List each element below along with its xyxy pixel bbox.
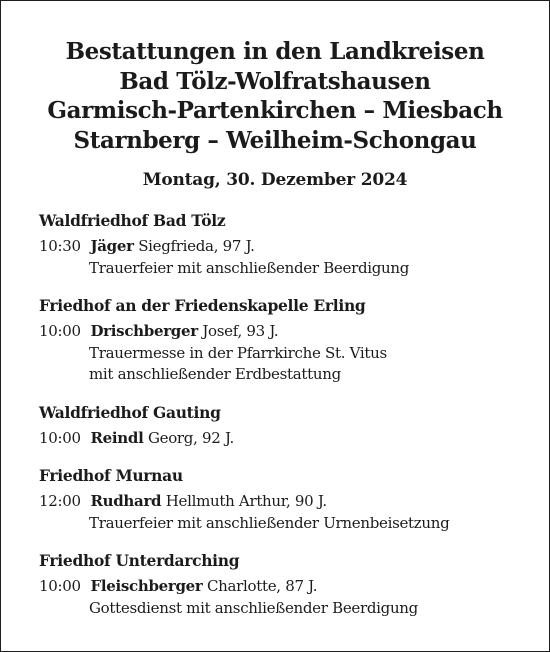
entry-main-line bbox=[39, 428, 529, 450]
cemetery-name: Friedhof an der Friedenskapelle Erling bbox=[39, 296, 366, 315]
burial-time: 12:00 bbox=[39, 492, 81, 510]
deceased-given-name-age: Siegfrieda, 97 J. bbox=[138, 237, 255, 255]
cemetery-section bbox=[39, 210, 529, 279]
header-line: Bestattungen in den Landkreisen bbox=[65, 38, 485, 65]
cemetery-section bbox=[39, 295, 529, 386]
burial-time: 10:30 bbox=[39, 237, 81, 255]
cemetery-name: Waldfriedhof Gauting bbox=[39, 402, 221, 422]
entry-main-line bbox=[39, 321, 529, 343]
ceremony-detail: Trauerfeier mit anschließender Beerdigung bbox=[89, 258, 410, 277]
burial-time: 10:00 bbox=[39, 428, 81, 447]
cemetery-section bbox=[39, 402, 529, 450]
deceased-surname: Drischberger bbox=[90, 322, 198, 340]
burial-entry bbox=[39, 428, 529, 450]
burial-time: 10:00 bbox=[39, 577, 81, 595]
deceased-surname: Fleischberger bbox=[90, 577, 203, 595]
cemetery-name: Waldfriedhof Bad Tölz bbox=[39, 211, 226, 230]
ceremony-detail: Trauerfeier mit anschließender Urnenbeisetzung bbox=[89, 513, 450, 532]
burial-time: 10:00 bbox=[39, 322, 81, 340]
burial-entry bbox=[39, 576, 529, 619]
cemetery-name: Friedhof Murnau bbox=[39, 466, 183, 485]
header-line: Starnberg – Weilheim-Schongau bbox=[73, 126, 477, 154]
cemetery-section bbox=[39, 550, 529, 619]
cemetery-name: Friedhof Unterdarching bbox=[39, 551, 240, 570]
header-line: Bad Tölz-Wolfratshausen bbox=[119, 67, 431, 95]
deceased-given-name-age: Josef, 93 J. bbox=[202, 322, 279, 340]
header-line: Garmisch-Partenkirchen – Miesbach bbox=[47, 97, 503, 124]
burial-entry bbox=[39, 321, 529, 386]
deceased-surname: Jäger bbox=[90, 237, 134, 255]
deceased-given-name-age: Charlotte, 87 J. bbox=[206, 577, 318, 595]
entry-main-line bbox=[39, 236, 529, 258]
entry-main-line bbox=[39, 576, 529, 598]
notice-date: Montag, 30. Dezember 2024 bbox=[142, 170, 408, 190]
deceased-given-name-age: Georg, 92 J. bbox=[147, 428, 235, 447]
burial-entry bbox=[39, 236, 529, 279]
entry-main-line bbox=[39, 491, 529, 513]
cemetery-section bbox=[39, 465, 529, 534]
deceased-surname: Reindl bbox=[90, 428, 144, 447]
deceased-surname: Rudhard bbox=[90, 492, 162, 510]
deceased-given-name-age: Hellmuth Arthur, 90 J. bbox=[165, 492, 327, 510]
ceremony-detail: Trauermesse in der Pfarrkirche St. Vitus bbox=[89, 343, 387, 362]
notice-header bbox=[1, 37, 549, 191]
ceremony-detail: Gottesdienst mit anschließender Beerdigung bbox=[89, 598, 418, 617]
burial-entry bbox=[39, 491, 529, 534]
ceremony-detail: mit anschließender Erdbestattung bbox=[89, 365, 341, 383]
cemetery-sections bbox=[39, 210, 529, 635]
